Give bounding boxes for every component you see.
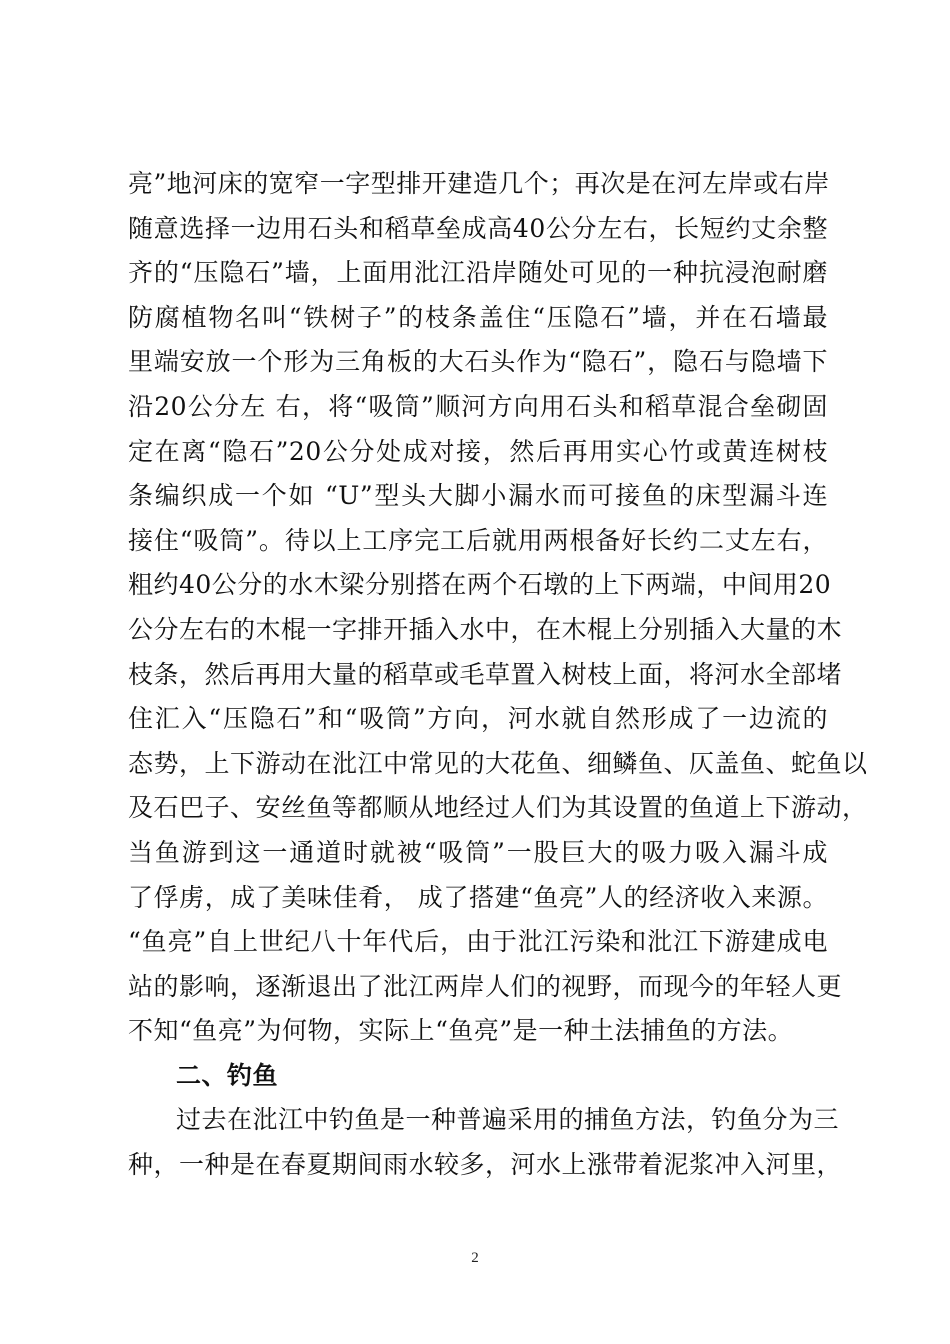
paragraph-line: 过去在沘江中钓鱼是一种普遍采用的捕鱼方法，钓鱼分为三 <box>176 1105 840 1135</box>
paragraph-line: 粗约40公分的水木梁分别搭在两个石墩的上下两端，中间用20 <box>128 570 832 600</box>
paragraph-line: 住汇入“压隐石”和“吸筒”方向，河水就自然形成了一边流的 <box>128 704 828 734</box>
paragraph-line: 接住“吸筒”。待以上工序完工后就用两根备好长约二丈左右， <box>128 525 828 555</box>
paragraph-line: 枝条，然后再用大量的稻草或毛草置入树枝上面，将河水全部堵 <box>128 659 843 689</box>
paragraph-line: 齐的“压隐石”墙，上面用沘江沿岸随处可见的一种抗浸泡耐磨 <box>128 258 828 288</box>
paragraph-line: 防腐植物名叫“铁树子”的枝条盖住“压隐石”墙，并在石墙最 <box>128 302 828 332</box>
section-heading: 二、钓鱼 <box>176 1060 279 1090</box>
paragraph-line: 公分左右的木棍一字排开插入水中，在木棍上分别插入大量的木 <box>128 614 843 644</box>
paragraph-line: 当鱼游到这一通道时就被“吸筒”一股巨大的吸力吸入漏斗成 <box>128 837 828 867</box>
paragraph-line: “鱼亮”自上世纪八十年代后，由于沘江污染和沘江下游建成电 <box>128 927 828 957</box>
body-text <box>128 162 868 1188</box>
paragraph-line: 种，一种是在春夏期间雨水较多，河水上涨带着泥浆冲入河里， <box>128 1150 843 1180</box>
paragraph-line: 沿20公分左 右，将“吸筒”顺河方向用石头和稻草混合垒砌固 <box>128 391 828 421</box>
paragraph-line: 亮”地河床的宽窄一字型排开建造几个；再次是在河左岸或右岸 <box>128 169 830 198</box>
paragraph-line: 不知“鱼亮”为何物，实际上“鱼亮”是一种土法捕鱼的方法。 <box>128 1016 794 1046</box>
paragraph-line: 随意选择一边用石头和稻草垒成高40公分左右，长短约丈余整 <box>128 213 828 243</box>
paragraph-line: 条编织成一个如 “U”型头大脚小漏水而可接鱼的床型漏斗连 <box>128 481 828 511</box>
paragraph-line: 里端安放一个形为三角板的大石头作为“隐石”，隐石与隐墙下 <box>128 347 828 377</box>
paragraph-line: 及石巴子、安丝鱼等都顺从地经过人们为其设置的鱼道上下游动， <box>128 793 868 823</box>
paragraph-line: 定在离“隐石”20公分处成对接，然后再用实心竹或黄连树枝 <box>128 436 828 466</box>
paragraph-line: 站的影响，逐渐退出了沘江两岸人们的视野，而现今的年轻人更 <box>128 971 843 1001</box>
paragraph-line: 了俘虏，成了美味佳肴， 成了搭建“鱼亮”人的经济收入来源。 <box>128 882 828 912</box>
paragraph-line: 态势，上下游动在沘江中常见的大花鱼、细鳞鱼、仄盖鱼、蛇鱼以 <box>128 748 868 778</box>
page-number: 2 <box>471 1250 479 1266</box>
